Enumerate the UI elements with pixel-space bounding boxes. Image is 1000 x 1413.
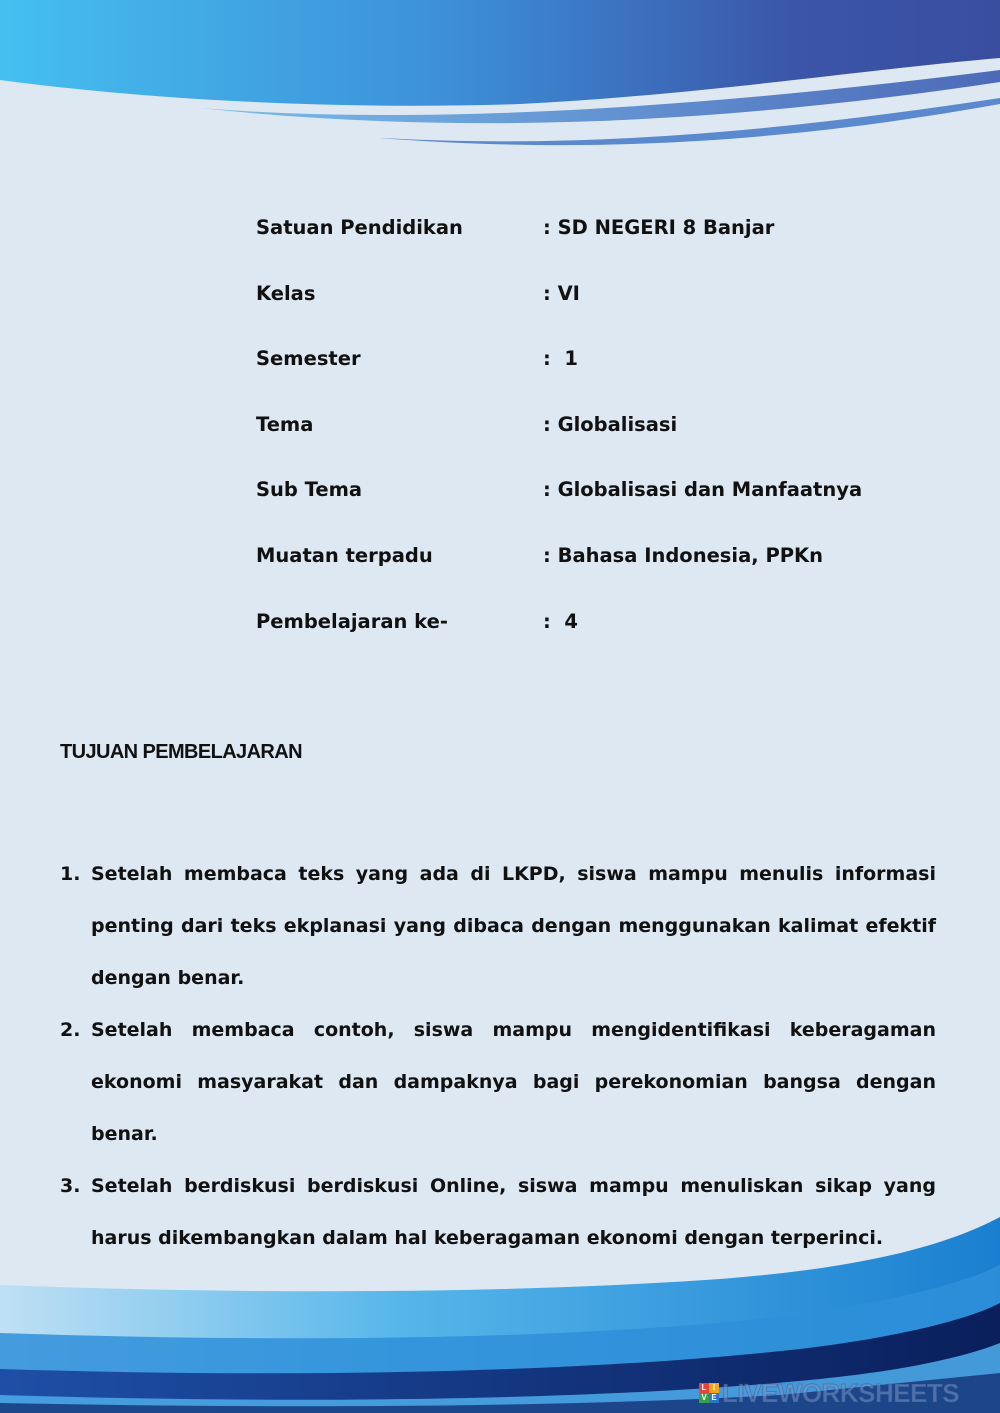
info-label: Tema	[256, 412, 314, 436]
objective-item	[60, 1004, 936, 1160]
objective-item	[60, 1160, 936, 1264]
objective-text: Setelah berdiskusi berdiskusi Online, siswa mampu menuliskan sikap yang harus dikembangkan dalam hal keberagaman ekonomi dengan terperinci.	[91, 1175, 936, 1249]
info-label: Sub Tema	[256, 478, 363, 502]
header-wave-decoration	[0, 0, 1000, 170]
info-value: : 1	[543, 347, 578, 371]
info-label: Muatan terpadu	[256, 543, 433, 567]
info-value: : 4	[543, 609, 578, 633]
objective-number: 1.	[60, 863, 81, 885]
objective-item	[60, 848, 936, 1004]
logo-mark-letter: E	[709, 1393, 719, 1403]
objective-number: 3.	[60, 1175, 81, 1197]
logo-mark-letter: I	[709, 1383, 719, 1393]
logo-mark-letter: V	[699, 1393, 709, 1403]
logo-mark-letter: L	[699, 1383, 709, 1393]
objective-number: 2.	[60, 1019, 81, 1041]
info-value: : SD NEGERI 8 Banjar	[543, 216, 775, 239]
objective-text: Setelah membaca teks yang ada di LKPD, siswa mampu menulis informasi penting dari teks ekplanasi yang dibaca dengan menggunakan kalimat efektif dengan benar.	[91, 863, 936, 989]
info-label: Pembelajaran ke-	[256, 609, 448, 633]
info-value: : Globalisasi dan Manfaatnya	[543, 478, 863, 502]
info-label: Satuan Pendidikan	[256, 216, 463, 239]
info-label: Kelas	[256, 281, 316, 305]
info-label: Semester	[256, 347, 361, 371]
info-value: : Globalisasi	[543, 412, 678, 436]
objectives-heading: TUJUAN PEMBELAJARAN	[60, 741, 302, 763]
objectives-list	[60, 848, 936, 1264]
objective-text: Setelah membaca contoh, siswa mampu mengidentifikasi keberagaman ekonomi masyarakat dan dampaknya bagi perekonomian bangsa dengan benar.	[91, 1019, 936, 1145]
info-value: : Bahasa Indonesia, PPKn	[543, 543, 824, 567]
info-value: : VI	[543, 281, 580, 305]
liveworksheets-logo	[699, 1379, 959, 1407]
liveworksheets-logo-icon	[699, 1383, 719, 1403]
logo-text: LIVEWORKSHEETS	[722, 1377, 960, 1408]
